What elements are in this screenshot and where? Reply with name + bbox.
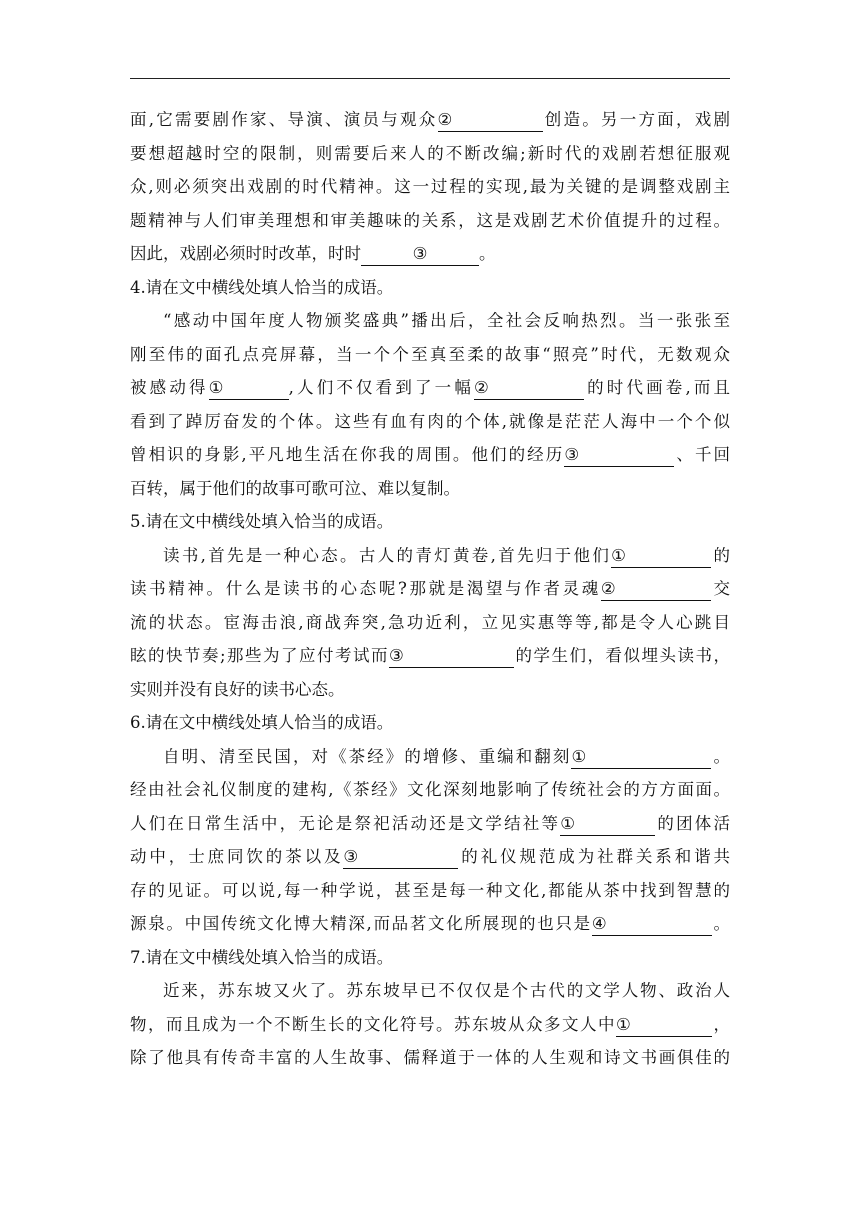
text-line bbox=[130, 237, 730, 271]
text-run: ,人们不仅看到了一幅 bbox=[288, 378, 474, 397]
text-run: 4.请在文中横线处填人恰当的成语。 bbox=[130, 277, 394, 297]
text-line bbox=[130, 505, 730, 539]
fill-in-blank[interactable]: ② bbox=[601, 578, 711, 601]
text-line bbox=[130, 673, 730, 707]
text-run: 动中，士庶同饮的茶以及 bbox=[130, 847, 344, 866]
text-line bbox=[130, 539, 730, 573]
text-run: 读书,首先是一种心态。古人的青灯黄卷,首先归于他们 bbox=[163, 545, 612, 565]
text-run: 除了他具有传奇丰富的人生故事、儒释道于一体的人生观和诗文书画俱佳的 bbox=[130, 1048, 730, 1067]
text-run: 的学生们，看似埋头读书， bbox=[514, 646, 730, 665]
text-run: 6.请在文中横线处填人恰当的成语。 bbox=[130, 713, 394, 732]
text-run: 读书精神。什么是读书的心态呢?那就是渴望与作者灵魂 bbox=[130, 579, 601, 598]
text-run: 。 bbox=[711, 746, 730, 766]
text-line bbox=[130, 907, 730, 941]
text-line bbox=[130, 606, 730, 640]
text-line bbox=[130, 572, 730, 606]
text-line bbox=[130, 137, 730, 171]
fill-in-blank[interactable]: ② bbox=[438, 109, 543, 132]
text-line bbox=[130, 974, 730, 1008]
text-run: 人们在日常生活中，无论是祭祀活动还是文学结社等 bbox=[130, 813, 561, 833]
text-run: 源泉。中国传统文化博大精深,而品茗文化所展现的也只是 bbox=[130, 914, 592, 933]
fill-in-blank[interactable]: ① bbox=[611, 545, 711, 568]
text-line bbox=[130, 740, 730, 774]
fill-in-blank[interactable]: ③ bbox=[343, 846, 458, 869]
fill-in-blank[interactable]: ③ bbox=[361, 243, 479, 266]
text-run: 物，而且成为一个不断生长的文化符号。苏东坡从众多文人中 bbox=[130, 1014, 616, 1034]
text-line bbox=[130, 1008, 730, 1042]
text-line bbox=[130, 639, 730, 673]
text-run: 题精神与人们审美理想和审美趣味的关系，这是戏剧艺术价值提升的过程。 bbox=[130, 210, 730, 230]
text-line bbox=[130, 1041, 730, 1075]
text-line bbox=[130, 706, 730, 740]
header-rule bbox=[130, 78, 730, 79]
text-run: 曾相识的身影,平凡地生活在你我的周围。他们的经历 bbox=[130, 445, 565, 464]
text-run: 的时代画卷,而且 bbox=[583, 378, 730, 397]
text-run: 存的见证。可以说,每一种学说，甚至是每一种文化,都能从茶中找到智慧的 bbox=[130, 880, 730, 900]
text-run: 交 bbox=[710, 579, 730, 598]
text-run: 、千回 bbox=[674, 445, 730, 464]
text-run: 众,则必须突出戏剧的时代精神。这一过程的实现,最为关键的是调整戏剧主 bbox=[130, 177, 730, 196]
text-run: 面,它需要剧作家、导演、演员与观众 bbox=[130, 110, 438, 129]
text-run: 近来，苏东坡又火了。苏东坡早已不仅仅是个古代的文学人物、政治人 bbox=[163, 981, 730, 1000]
text-run: 。 bbox=[711, 914, 730, 933]
text-run: 7.请在文中横线处填入恰当的成语。 bbox=[130, 947, 394, 967]
fill-in-blank[interactable]: ② bbox=[474, 377, 584, 400]
document-body bbox=[130, 103, 730, 1075]
text-run: ， bbox=[712, 1014, 730, 1034]
fill-in-blank[interactable]: ③ bbox=[389, 645, 514, 668]
text-line bbox=[130, 271, 730, 305]
text-line bbox=[130, 840, 730, 874]
text-line bbox=[130, 773, 730, 807]
text-run: 。 bbox=[479, 244, 496, 263]
text-run: 百转，属于他们的故事可歌可泣、难以复制。 bbox=[130, 478, 460, 498]
text-run: 因此，戏剧必须时时改革，时时 bbox=[130, 244, 361, 263]
text-line bbox=[130, 103, 730, 137]
text-run: 经由社会礼仪制度的建构,《茶经》文化深刻地影响了传统社会的方方面面。 bbox=[130, 780, 730, 799]
text-line bbox=[130, 807, 730, 841]
text-line bbox=[130, 204, 730, 238]
text-run: 看到了踔厉奋发的个体。这些有血有肉的个体,就像是茫茫人海中一个个似 bbox=[130, 411, 730, 431]
text-line bbox=[130, 874, 730, 908]
text-run: 自明、清至民国，对《茶经》的增修、重编和翻刻 bbox=[163, 746, 572, 766]
text-run: 5.请在文中横线处填入恰当的成语。 bbox=[130, 512, 394, 531]
text-line bbox=[130, 338, 730, 372]
fill-in-blank[interactable]: ③ bbox=[564, 444, 674, 467]
text-run: 的团体活 bbox=[655, 813, 730, 833]
text-run: 被感动得 bbox=[130, 378, 209, 397]
fill-in-blank[interactable]: ① bbox=[616, 1014, 712, 1037]
text-run: 眩的快节奏;那些为了应付考试而 bbox=[130, 646, 390, 665]
text-line bbox=[130, 170, 730, 204]
fill-in-blank[interactable]: ① bbox=[560, 813, 655, 836]
text-line bbox=[130, 472, 730, 506]
text-run: 的 bbox=[711, 545, 730, 565]
fill-in-blank[interactable]: ① bbox=[209, 377, 289, 400]
text-run: 的礼仪规范成为社群关系和谐共 bbox=[458, 847, 730, 866]
text-run: 创造。另一方面，戏剧 bbox=[542, 110, 730, 129]
text-line bbox=[130, 405, 730, 439]
text-run: 实则并没有良好的读书心态。 bbox=[130, 679, 345, 699]
text-line bbox=[130, 371, 730, 405]
text-line bbox=[130, 438, 730, 472]
fill-in-blank[interactable]: ④ bbox=[592, 913, 712, 936]
text-line bbox=[130, 941, 730, 975]
text-line bbox=[130, 304, 730, 338]
fill-in-blank[interactable]: ① bbox=[571, 746, 711, 769]
text-run: 要想超越时空的限制，则需要后来人的不断改编;新时代的戏剧若想征服观 bbox=[130, 143, 730, 163]
text-run: “感动中国年度人物颁奖盛典”播出后，全社会反响热烈。当一张张至 bbox=[163, 311, 730, 330]
text-run: 刚至伟的面孔点亮屏幕，当一个个至真至柔的故事“照亮”时代，无数观众 bbox=[130, 344, 730, 364]
text-run: 流的状态。宦海击浪,商战奔突,急功近利，立见实惠等等,都是令人心跳目 bbox=[130, 612, 730, 632]
